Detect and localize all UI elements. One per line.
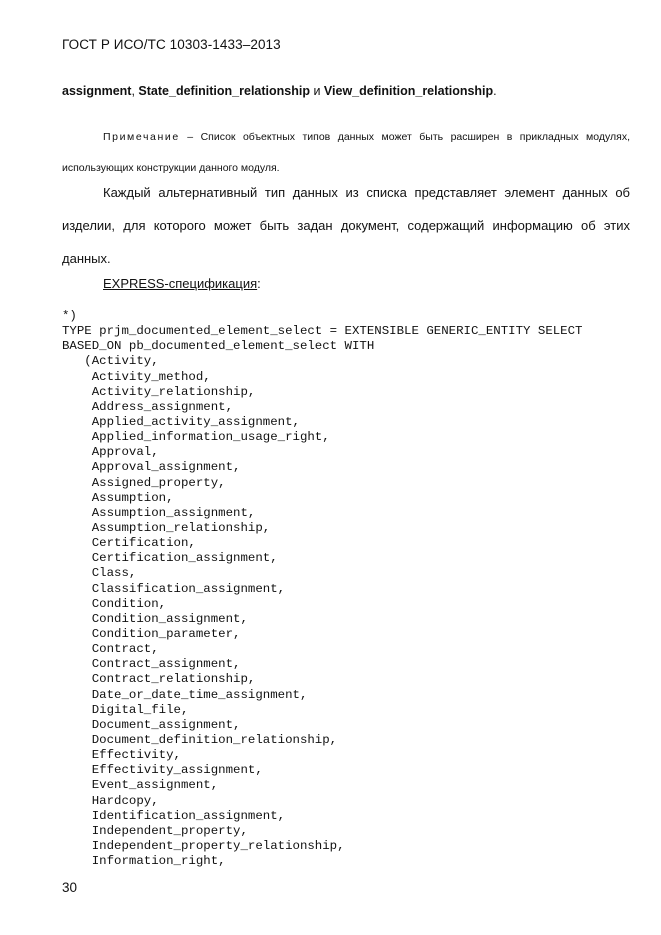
code-line: Address_assignment, xyxy=(62,399,234,414)
code-line: Identification_assignment, xyxy=(62,808,286,823)
code-line: Activity_method, xyxy=(62,369,211,384)
entity-name: State_definition_relationship xyxy=(138,84,310,98)
note-dash: – xyxy=(179,131,201,143)
code-line: (Activity, xyxy=(62,354,159,369)
code-line: Information_right, xyxy=(62,854,226,869)
code-line: Condition_assignment, xyxy=(62,611,248,626)
code-line: Certification_assignment, xyxy=(62,551,278,566)
spec-heading-text: EXPRESS-спецификация xyxy=(103,276,258,291)
code-line: Class, xyxy=(62,566,137,581)
code-line: Activity_relationship, xyxy=(62,384,256,399)
code-line: Document_assignment, xyxy=(62,717,241,732)
express-code-block xyxy=(62,309,583,869)
entity-name: View_definition_relationship xyxy=(323,84,494,98)
code-line: *) xyxy=(62,309,77,323)
code-line: TYPE prjm_documented_element_select = EXTENSIBLE GENERIC_ENTITY SELECT xyxy=(62,324,583,339)
page-number: 30 xyxy=(62,880,78,895)
code-line: Applied_information_usage_right, xyxy=(62,430,330,445)
code-line: Certification, xyxy=(62,536,196,551)
code-line: Date_or_date_time_assignment, xyxy=(62,687,308,702)
code-line: Contract_assignment, xyxy=(62,657,241,672)
code-line: Applied_activity_assignment, xyxy=(62,414,300,429)
separator: . xyxy=(493,84,497,98)
note-paragraph xyxy=(62,122,630,184)
code-line: Independent_property_relationship, xyxy=(62,838,345,853)
spec-heading-colon: : xyxy=(257,276,261,291)
code-line: Approval_assignment, xyxy=(62,460,241,475)
code-line: Document_definition_relationship, xyxy=(62,732,338,747)
code-line: Assumption_assignment, xyxy=(62,505,256,520)
page-header: ГОСТ Р ИСО/ТС 10303-1433–2013 xyxy=(62,37,281,52)
note-text: Список объектных типов данных может быть расширен в прикладных модулях, использующих конструкции данного модуля. xyxy=(62,131,630,174)
code-line: Approval, xyxy=(62,445,159,460)
separator: и xyxy=(309,84,324,98)
code-line: Classification_assignment, xyxy=(62,581,286,596)
code-line: Assumption_relationship, xyxy=(62,520,271,535)
code-line: Condition, xyxy=(62,596,167,611)
intro-line xyxy=(62,84,497,98)
code-line: Hardcopy, xyxy=(62,793,159,808)
code-line: Assumption, xyxy=(62,490,174,505)
entity-name: assignment xyxy=(62,84,132,98)
code-line: Condition_parameter, xyxy=(62,626,241,641)
body-paragraph xyxy=(62,176,630,275)
body-text: Каждый альтернативный тип данных из списка представляет элемент данных об изделии, для которого может быть задан документ, содержащий информацию об этих данных. xyxy=(62,185,630,266)
code-line: Effectivity, xyxy=(62,748,181,763)
code-line: BASED_ON pb_documented_element_select WITH xyxy=(62,339,375,354)
code-line: Assigned_property, xyxy=(62,475,226,490)
code-line: Contract_relationship, xyxy=(62,672,256,687)
spec-heading xyxy=(103,276,261,291)
code-line: Event_assignment, xyxy=(62,778,219,793)
separator: , xyxy=(131,84,139,98)
code-line: Independent_property, xyxy=(62,823,248,838)
code-line: Digital_file, xyxy=(62,702,189,717)
code-line: Contract, xyxy=(62,642,159,657)
note-label: Примечание xyxy=(103,131,180,143)
code-line: Effectivity_assignment, xyxy=(62,763,263,778)
